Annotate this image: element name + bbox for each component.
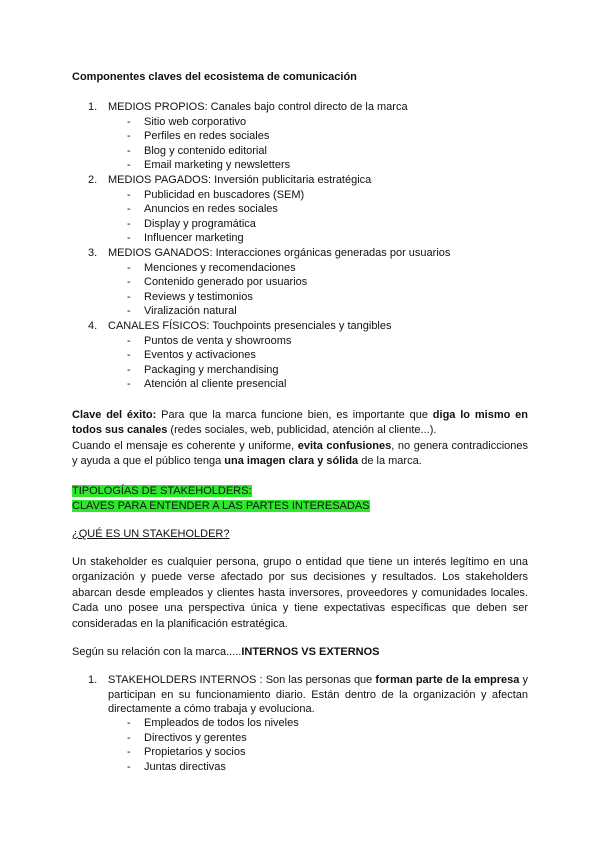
sub-item [72,202,532,217]
dash: - [127,746,131,759]
sub-item [72,115,532,130]
sub-item [72,348,532,363]
dash: - [127,349,131,362]
success-key-label: Clave del éxito: [72,409,157,421]
sub-item-text: Menciones y recomendaciones [144,261,296,274]
list-item-label: CANALES FÍSICOS: Touchpoints presenciales y tangibles [108,319,392,332]
sub-item [72,129,532,144]
sub-item-text: Propietarios y socios [144,746,246,759]
list-number: 1. [88,101,98,113]
highlight-line-1: TIPOLOGÍAS DE STAKEHOLDERS: [72,485,252,497]
coherence-paragraph [72,439,528,470]
sub-item-text: Perfiles en redes sociales [144,130,270,143]
sub-item [72,334,532,349]
list-number: 1. [88,674,98,686]
sub-item-text: Influencer marketing [144,232,244,245]
list-number: 3. [88,246,98,259]
dash: - [127,334,131,347]
dash: - [127,731,131,744]
dash: - [127,130,131,143]
sub-item [72,377,532,392]
dash: - [127,378,131,391]
dash: - [127,760,131,773]
sub-item-text: Display y programática [144,217,256,230]
stakeholder-question: ¿QUÉ ES UN STAKEHOLDER? [72,528,230,540]
list-item-physical-channels [72,319,532,334]
sub-item-text: Juntas directivas [144,760,226,773]
list-item-label: MEDIOS GANADOS: Interacciones orgánicas generadas por usuarios [108,246,451,259]
success-key-paragraph [72,408,528,439]
sub-item [72,716,532,731]
list-item-paid-media [72,173,532,188]
internal-stakeholders-item [72,673,528,717]
sub-item-text: Empleados de todos los niveles [144,717,299,729]
dash: - [127,232,131,245]
dash: - [127,217,131,230]
dash: - [127,363,131,376]
text-run: y participan en su funcionamiento diario. Están dentro de la organización y afectan directamente a cómo trabaja y evoluciona. [108,674,528,716]
media-list [72,100,532,392]
sub-item-text: Viralización natural [144,305,237,318]
sub-item-text: Blog y contenido editorial [144,144,267,157]
sub-item-text: Atención al cliente presencial [144,378,287,391]
sub-item [72,217,532,232]
dash: - [127,305,131,318]
sub-item [72,731,532,746]
definition-paragraph: Un stakeholder es cualquier persona, grupo o entidad que tiene un interés legítimo en una organización y puede verse afectado por sus decisiones y resultados. Los stakeholders abarcan desde empleados y clientes hasta inversores, proveedores y comunidades locales. Cada uno posee una perspectiva única y tiene expectativas específicas que deben ser consideradas en la planificación estratégica. [72,556,528,630]
document-title: Componentes claves del ecosistema de comunicación [72,71,357,83]
sub-item [72,231,532,246]
dash: - [127,203,131,216]
list-number: 2. [88,173,98,186]
sub-item-text: Reviews y testimonios [144,290,253,303]
dash: - [127,276,131,289]
sub-item [72,188,532,203]
dash: - [127,717,131,729]
dash: - [127,159,131,172]
text-run: Cuando el mensaje es coherente y uniforme, [72,440,298,452]
highlighted-heading [72,484,370,513]
dash: - [127,188,131,201]
text-run: , no genera contradicciones y ayuda a que el público tenga [72,440,528,468]
text-run: Según su relación con la marca..... [72,646,242,658]
dash: - [127,261,131,274]
sub-item [72,760,532,775]
sub-item [72,275,532,290]
text-run: (redes sociales, web, publicidad, atención al cliente...). [167,424,437,437]
sub-item-text: Directivos y gerentes [144,731,247,744]
internal-stakeholders-list [72,716,532,774]
dash: - [127,290,131,303]
sub-item [72,745,532,760]
sub-item-text: Contenido generado por usuarios [144,276,308,289]
text-run: Para que la marca funcione bien, es importante que [156,409,433,421]
sub-item-text: Sitio web corporativo [144,115,247,128]
highlight-line-2: CLAVES PARA ENTENDER A LAS PARTES INTERESADAS [72,499,370,512]
sub-item-text: Packaging y merchandising [144,363,279,376]
sub-item [72,304,532,319]
sub-item [72,158,532,173]
bold-run: forman parte de la empresa [375,674,520,686]
sub-item [72,261,532,276]
sub-item-text: Email marketing y newsletters [144,159,291,172]
sub-item [72,144,532,159]
dash: - [127,115,131,128]
bold-run: INTERNOS VS EXTERNOS [241,646,380,658]
sub-item [72,290,532,305]
relation-line [72,646,380,658]
list-item-label: MEDIOS PROPIOS: Canales bajo control directo de la marca [108,101,408,113]
sub-item [72,363,532,378]
internal-stakeholders-text [108,673,528,717]
sub-item-text: Publicidad en buscadores (SEM) [144,188,305,201]
sub-item-text: Puntos de venta y showrooms [144,334,292,347]
bold-run: diga lo mismo en todos sus canales [72,409,529,437]
text-run: de la marca. [358,455,422,468]
text-run: STAKEHOLDERS INTERNOS : Son las personas que [108,674,376,686]
dash: - [127,144,131,157]
bold-run: una imagen clara y sólida [224,455,359,468]
bold-run: evita confusiones [297,440,392,452]
list-item-owned-media [72,100,532,115]
sub-item-text: Anuncios en redes sociales [144,203,278,216]
list-number: 4. [88,319,98,332]
list-item-earned-media [72,246,532,261]
list-item-label: MEDIOS PAGADOS: Inversión publicitaria estratégica [108,173,372,186]
sub-item-text: Eventos y activaciones [144,349,256,362]
